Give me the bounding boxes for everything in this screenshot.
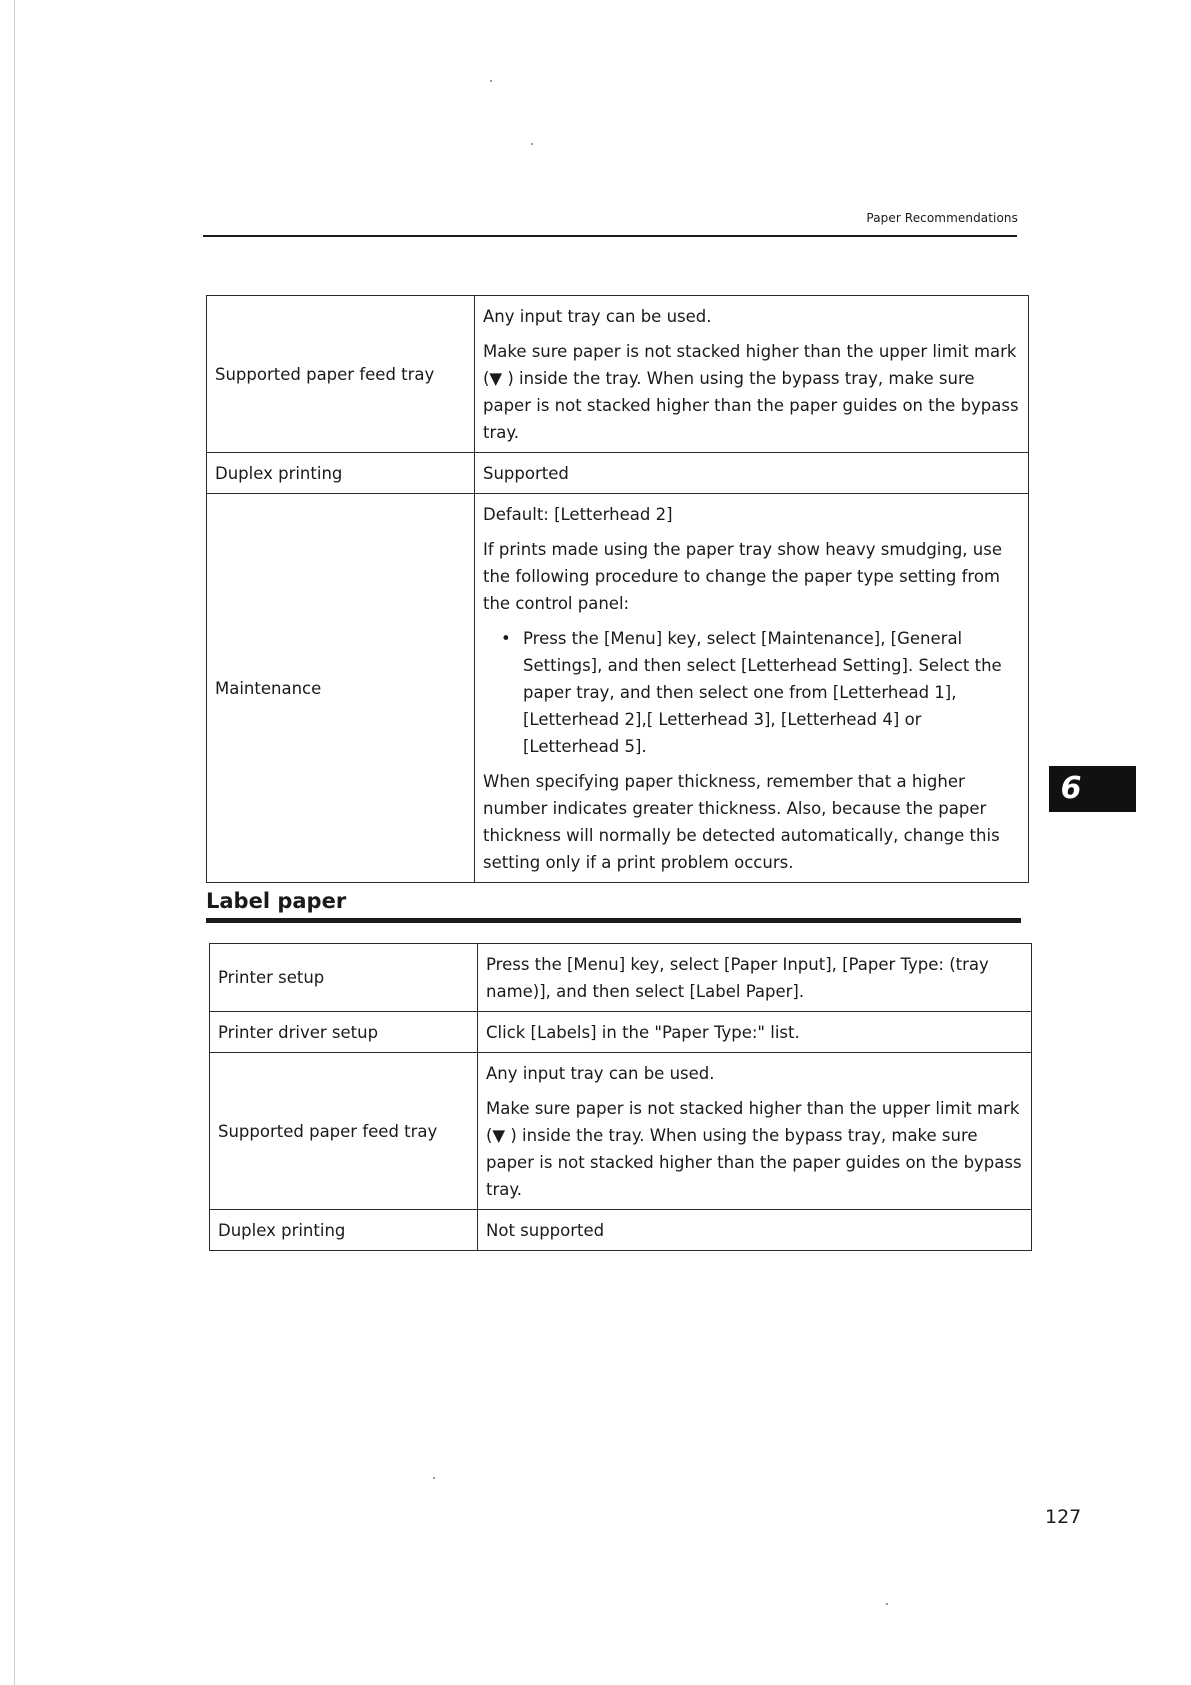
chapter-tab xyxy=(1049,766,1136,812)
row-label: Duplex printing xyxy=(210,1210,478,1251)
running-header: Paper Recommendations xyxy=(866,211,1018,225)
scan-speck xyxy=(490,80,492,82)
row-label: Supported paper feed tray xyxy=(210,1053,478,1210)
row-label: Printer setup xyxy=(210,944,478,1012)
row-value xyxy=(475,453,1029,494)
procedure-list xyxy=(483,625,1020,760)
scan-speck xyxy=(531,143,533,145)
row-value xyxy=(475,494,1029,883)
row-value-text: Any input tray can be used. xyxy=(486,1064,715,1083)
paper-spec-table xyxy=(206,295,1029,883)
row-value xyxy=(478,1053,1032,1210)
row-value-text: Default: [Letterhead 2] xyxy=(483,505,673,524)
list-item xyxy=(501,625,1020,760)
row-value-text: Not supported xyxy=(486,1221,605,1240)
row-value-text: Supported xyxy=(483,464,569,483)
row-value xyxy=(478,944,1032,1012)
page-number: 127 xyxy=(1045,1506,1082,1528)
table-row xyxy=(210,1012,1032,1053)
chapter-number: 6 xyxy=(1060,771,1082,806)
header-rule xyxy=(203,235,1017,237)
row-value-text: Any input tray can be used. xyxy=(483,307,712,326)
row-value xyxy=(478,1210,1032,1251)
table-row xyxy=(207,494,1029,883)
row-value-text: Make sure paper is not stacked higher than the upper limit mark (▼ ) inside the tray. When using the bypass tray, make sure paper is not stacked higher than the paper guides on the bypass tray. xyxy=(483,342,1019,442)
row-value-text: If prints made using the paper tray show heavy smudging, use the following procedure to change the paper type setting from the control panel: xyxy=(483,540,1003,613)
table-row xyxy=(207,296,1029,453)
row-label: Duplex printing xyxy=(207,453,475,494)
row-value xyxy=(475,296,1029,453)
scan-speck xyxy=(433,1477,435,1479)
list-item-text: Press the [Menu] key, select [Maintenance], [General Settings], and then select [Letterhead Setting]. Select the paper tray, and then select one from [Letterhead 1], [Letterhead 2],[ Letterhead 3], [Letterhead 4] or [Letterhead 5]. xyxy=(523,629,1002,756)
row-label: Maintenance xyxy=(207,494,475,883)
row-value-text: Press the [Menu] key, select [Paper Input], [Paper Type: (tray name)], and then select [Label Paper]. xyxy=(486,955,989,1001)
table-row xyxy=(207,453,1029,494)
row-label: Printer driver setup xyxy=(210,1012,478,1053)
scan-edge-line xyxy=(14,0,15,1685)
scan-speck xyxy=(886,1603,888,1605)
row-value-text: Click [Labels] in the "Paper Type:" list. xyxy=(486,1023,800,1042)
bullet-icon: • xyxy=(501,629,511,648)
table-row xyxy=(210,944,1032,1012)
row-label: Supported paper feed tray xyxy=(207,296,475,453)
table-row xyxy=(210,1053,1032,1210)
row-value-text: Make sure paper is not stacked higher than the upper limit mark (▼ ) inside the tray. When using the bypass tray, make sure paper is not stacked higher than the paper guides on the bypass tray. xyxy=(486,1099,1022,1199)
label-paper-table xyxy=(209,943,1032,1251)
row-value xyxy=(478,1012,1032,1053)
section-title: Label paper xyxy=(206,889,347,913)
section-rule xyxy=(206,918,1021,923)
row-value-note: When specifying paper thickness, remember that a higher number indicates greater thickness. Also, because the paper thickness will normally be detected automatically, change this setting only if a print problem occurs. xyxy=(483,772,1000,872)
table-row xyxy=(210,1210,1032,1251)
